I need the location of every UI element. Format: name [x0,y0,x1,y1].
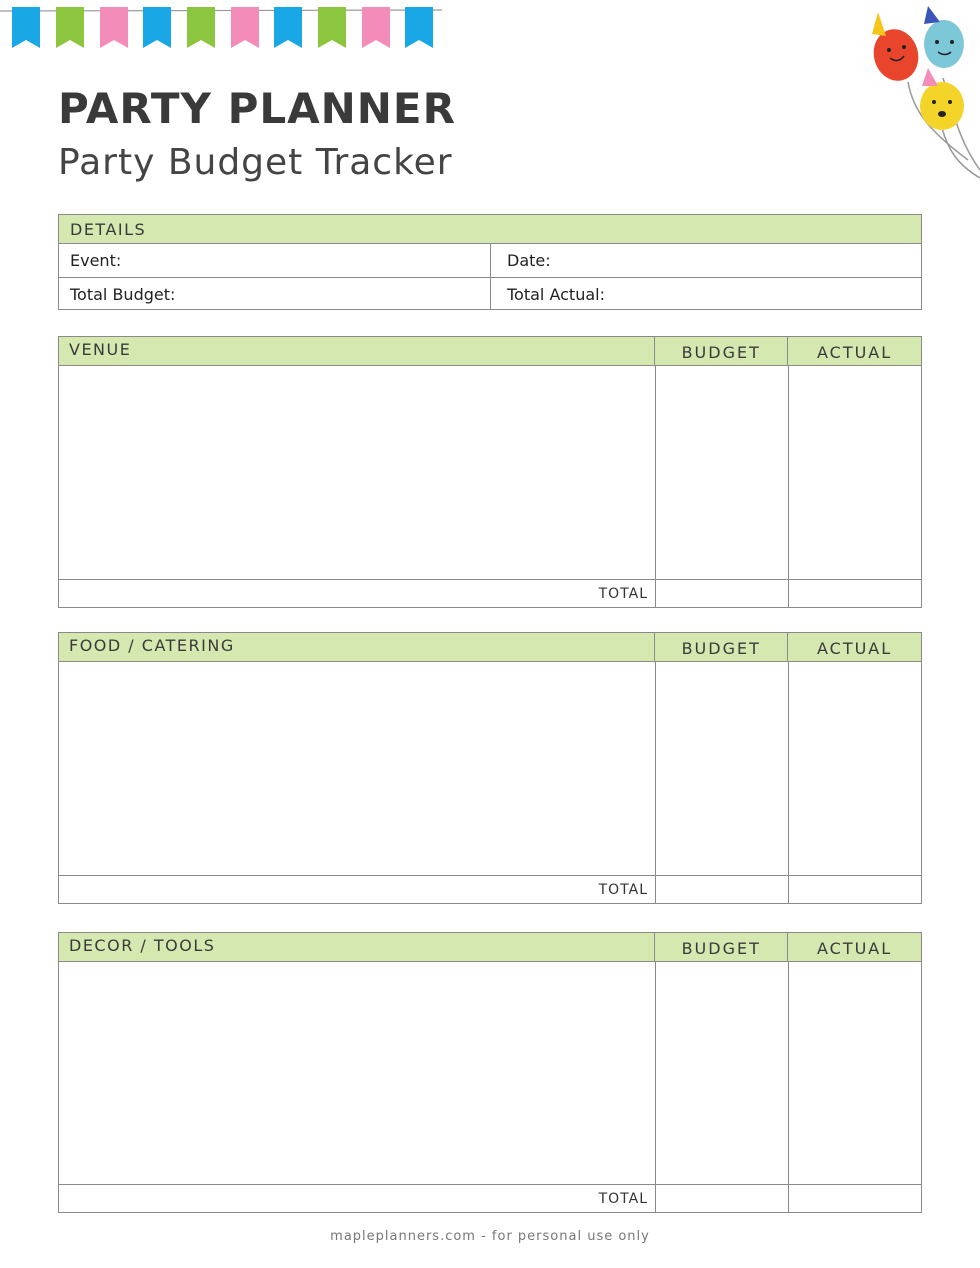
total-label: TOTAL [59,580,656,607]
budget-total-cell[interactable] [656,876,789,903]
decor-tools-section [58,932,922,1213]
balloons-illustration [858,0,980,180]
blue-balloon-icon [924,6,964,68]
details-heading: DETAILS [59,215,921,244]
item-description-area[interactable] [59,366,656,579]
budget-entry-area[interactable] [656,366,789,579]
section-body [59,366,921,580]
section-title: VENUE [59,337,655,365]
total-budget-field[interactable]: Total Budget: [59,278,491,310]
section-header [59,633,921,662]
item-description-area[interactable] [59,662,656,875]
budget-entry-area[interactable] [656,962,789,1184]
actual-entry-area[interactable] [789,662,921,875]
total-row [59,580,921,607]
total-actual-field[interactable]: Total Actual: [507,285,605,304]
red-balloon-icon [868,12,924,86]
total-label: TOTAL [59,876,656,903]
section-body [59,962,921,1185]
section-header [59,933,921,962]
actual-total-cell[interactable] [789,876,921,903]
footer-credit: mapleplanners.com - for personal use only [330,1229,650,1244]
details-table [58,214,922,310]
budget-total-cell[interactable] [656,580,789,607]
total-label: TOTAL [59,1185,656,1212]
total-row [59,876,921,903]
page-title: PARTY PLANNER [58,84,456,133]
food-catering-section [58,632,922,904]
budget-column-header: BUDGET [655,337,788,365]
actual-entry-area[interactable] [789,962,921,1184]
section-body [59,662,921,876]
total-row [59,1185,921,1212]
section-header [59,337,921,366]
actual-column-header: ACTUAL [816,939,893,958]
actual-column-header: ACTUAL [816,343,893,362]
budget-column-header: BUDGET [655,933,788,961]
actual-total-cell[interactable] [789,580,921,607]
details-row-totals [59,277,921,310]
bunting-decoration [0,0,450,60]
section-title: FOOD / CATERING [59,633,655,661]
budget-column-header: BUDGET [655,633,788,661]
actual-entry-area[interactable] [789,366,921,579]
page-subtitle: Party Budget Tracker [58,142,453,183]
actual-column-header: ACTUAL [816,639,893,658]
details-row-event [59,244,921,277]
budget-total-cell[interactable] [656,1185,789,1212]
section-title: DECOR / TOOLS [59,933,655,961]
item-description-area[interactable] [59,962,656,1184]
date-field[interactable]: Date: [507,251,551,270]
budget-entry-area[interactable] [656,662,789,875]
bunting-flag-icon [12,7,433,48]
venue-section [58,336,922,608]
yellow-balloon-icon [920,68,964,130]
actual-total-cell[interactable] [789,1185,921,1212]
event-field[interactable]: Event: [59,244,491,277]
